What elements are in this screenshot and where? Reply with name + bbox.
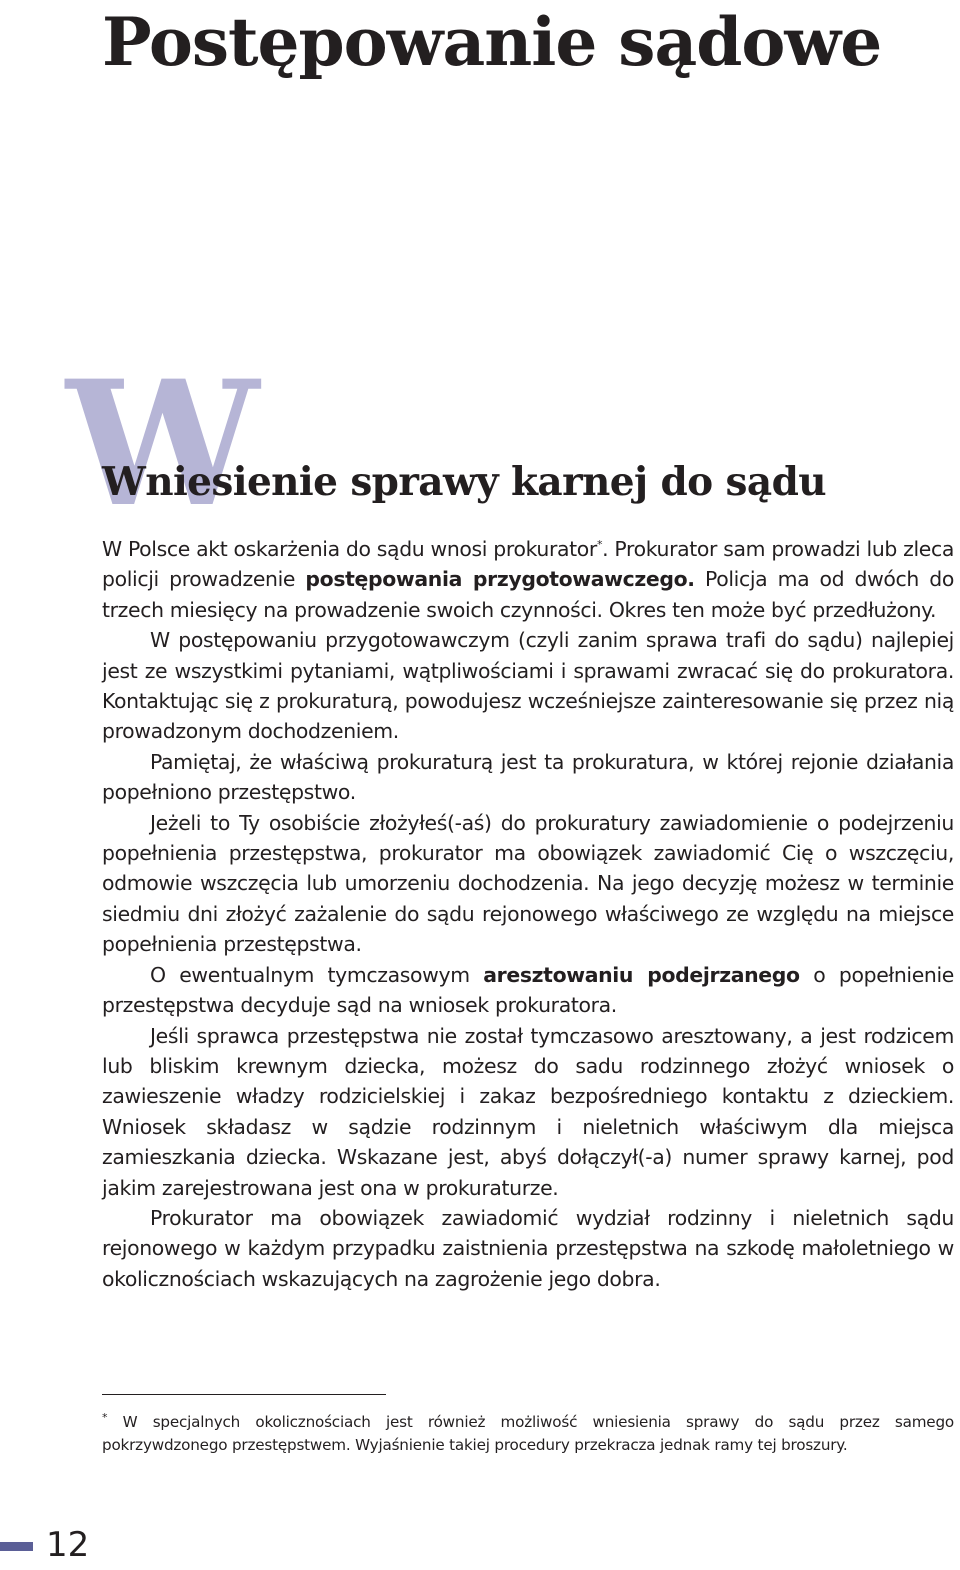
footnote-marker: * — [102, 1410, 108, 1424]
body-text — [102, 534, 954, 1294]
paragraph: W postępowaniu przygotowawczym (czyli zanim sprawa trafi do sądu) najlepiej jest ze wszystkimi pytaniami, wątpliwościami i sprawami zwracać się do prokuratora. Kontaktując się z prokuraturą, powodujesz wcześniejsze zainteresowanie się przez nią prowadzonym dochodzeniem. — [102, 628, 954, 744]
chapter-title: Postępowanie sądowe — [102, 3, 882, 81]
footnote — [102, 1411, 954, 1457]
paragraph: Jeśli sprawca przestępstwa nie został tymczasowo aresztowany, a jest rodzicem lub bliskim krewnym dziecka, możesz do sadu rodzinnego złożyć wniosek o zawieszenie władzy rodzicielskiej i zakaz bezpośredniego kontaktu z dzieckiem. Wniosek składasz w sądzie rodzinnym i nieletnich właściwym dla miejsca zamieszkania dziecka. Wskazane jest, abyś dołączył(-a) numer sprawy karnej, pod jakim zarejestrowana jest ona w prokuraturze. — [102, 1023, 954, 1200]
paragraph: Pamiętaj, że właściwą prokuraturą jest ta prokuratura, w której rejonie działania popełniono przestępstwo. — [102, 749, 954, 805]
footnote-reference: * — [596, 538, 603, 552]
paragraph: Prokurator ma obowiązek zawiadomić wydział rodzinny i nieletnich sądu rejonowego w każdym przypadku zaistnienia przestępstwa na szkodę małoletniego w okolicznościach wskazujących na zagrożenie jego dobra. — [102, 1205, 954, 1291]
paragraph-text: O ewentualnym tymczasowym — [150, 962, 484, 987]
paragraph-intro — [102, 534, 954, 625]
paragraph-text: W Polsce akt oskarżenia do sądu wnosi prokurator — [102, 537, 597, 561]
page-marker-bar — [0, 1542, 33, 1551]
footnote-text: W specjalnych okolicznościach jest również możliwość wniesienia sprawy do sądu przez samego pokrzywdzonego przestępstwem. Wyjaśnienie takiej procedury przekracza jednak ramy tej broszury. — [102, 1413, 954, 1454]
paragraph-text: o popełnienie przestępstwa decyduje sąd na wniosek prokuratora. — [102, 962, 955, 1018]
footnote-divider — [102, 1394, 386, 1395]
paragraph: Jeżeli to Ty osobiście złożyłeś(-aś) do prokuratury zawiadomienie o podejrzeniu popełnienia przestępstwa, prokurator ma obowiązek zawiadomić Cię o wszczęciu, odmowie wszczęcia lub umorzeniu dochodzenia. Na jego decyzję możesz w terminie siedmiu dni złożyć zażalenie do sądu rejonowego właściwego ze względu na miejsce popełnienia przestępstwa. — [102, 810, 954, 957]
emphasis-term: aresztowaniu podejrzanego — [483, 962, 800, 987]
paragraph — [102, 960, 954, 1021]
paragraph-text: Policja ma od dwóch do trzech miesięcy na prowadzenie swoich czynności. Okres ten może być przedłużony. — [102, 567, 954, 622]
page-number: 12 — [46, 1525, 90, 1565]
paragraph-text: . Prokurator sam prowadzi lub zleca policji prowadzenie — [102, 537, 955, 592]
section-title: Wniesienie sprawy karnej do sądu — [102, 459, 826, 505]
emphasis-term: postępowania przygotowawczego. — [305, 567, 695, 592]
drop-cap-letter: W — [66, 342, 260, 545]
